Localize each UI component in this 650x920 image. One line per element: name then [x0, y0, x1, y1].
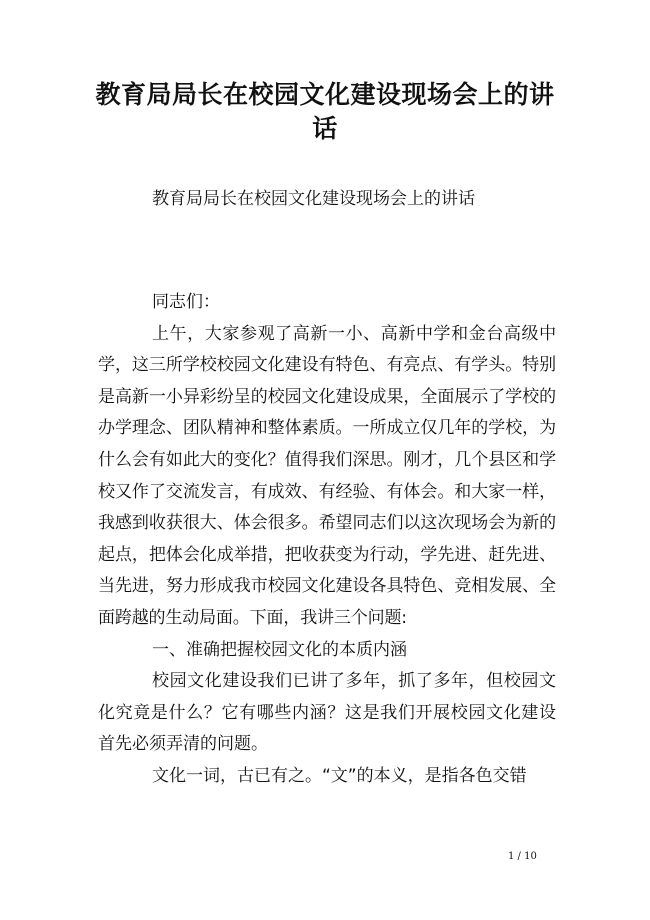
page-number: 1 / 10	[508, 851, 537, 862]
body-paragraph: 校园文化建设我们已讲了多年，抓了多年，但校园文化究竟是什么？它有哪些内涵？这是我们开展校园文化建设首先必须弄清的问题。	[98, 671, 556, 755]
section-heading: 一、准确把握校园文化的本质内涵	[152, 639, 407, 660]
document-body	[98, 287, 556, 793]
body-paragraph: 文化一词，古已有之。“文”的本义，是指各色交错	[152, 765, 527, 786]
greeting-paragraph: 同志们：	[152, 292, 220, 312]
document-title: 教育局局长在校园文化建设现场会上的讲话	[95, 80, 555, 143]
document-subtitle: 教育局局长在校园文化建设现场会上的讲话	[152, 189, 475, 209]
body-paragraph: 上午，大家参观了高新一小、高新中学和金台高级中学，这三所学校校园文化建设有特色、有亮点、有学头。特别是高新一小异彩纷呈的校园文化建设成果，全面展示了学校的办学理念、团队精神和整体素质。一所成立仅几年的学校，为什么会有如此大的变化？值得我们深思。刚才，几个县区和学校又作了交流发言，有成效、有经验、有体会。和大家一样，我感到收获很大、体会很多。希望同志们以这次现场会为新的起点，把体会化成举措，把收获变为行动，学先进、赶先进、当先进，努力形成我市校园文化建设各具特色、竞相发展、全面跨越的生动局面。下面，我讲三个问题:	[98, 323, 556, 628]
